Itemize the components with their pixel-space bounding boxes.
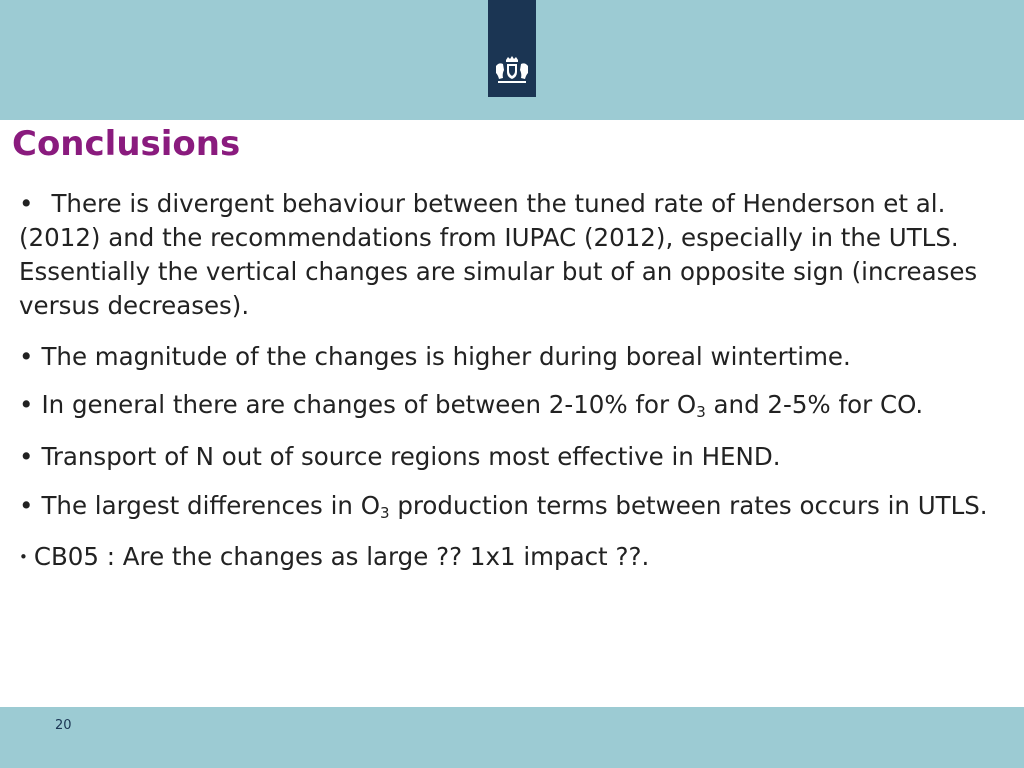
- bullet-item: [19, 489, 1019, 523]
- coat-of-arms-icon: [492, 54, 532, 86]
- subscript: 3: [380, 504, 390, 522]
- bullet-text: Transport of N out of source regions most effective in HEND.: [41, 442, 781, 471]
- bullet-text: production terms between rates occurs in UTLS.: [389, 491, 988, 520]
- bullet-marker: •: [19, 491, 34, 520]
- bullet-text: There is divergent behaviour between the tuned rate of Henderson et al. (2012) and the recommendations from IUPAC (2012), especially in the UTLS. Essentially the vertical changes are simular but of an opposite sign (increases versus decreases).: [19, 189, 978, 320]
- subscript: 3: [696, 403, 706, 421]
- bullet-text: and 2-5% for CO.: [705, 390, 924, 419]
- bullet-list: [19, 187, 1019, 574]
- bullet-text: The largest differences in O: [41, 491, 381, 520]
- bullet-marker: •: [19, 442, 34, 471]
- page-number: 20: [55, 718, 72, 733]
- bullet-item: [19, 440, 1019, 474]
- bullet-item: [19, 388, 1019, 422]
- bullet-item: [19, 540, 1019, 574]
- logo-box: [488, 0, 536, 97]
- bullet-item: [19, 187, 1019, 323]
- bullet-marker: •: [19, 548, 28, 566]
- bullet-text: In general there are changes of between 2-10% for O: [41, 390, 697, 419]
- bullet-marker: •: [19, 390, 34, 419]
- bullet-text: The magnitude of the changes is higher during boreal wintertime.: [41, 342, 851, 371]
- bullet-marker: •: [19, 189, 34, 218]
- slide-title: Conclusions: [12, 124, 241, 164]
- bullet-marker: •: [19, 342, 34, 371]
- bullet-text: CB05 : Are the changes as large ?? 1x1 impact ??.: [33, 542, 650, 571]
- footer-band: [0, 707, 1024, 768]
- bullet-item: [19, 340, 1019, 374]
